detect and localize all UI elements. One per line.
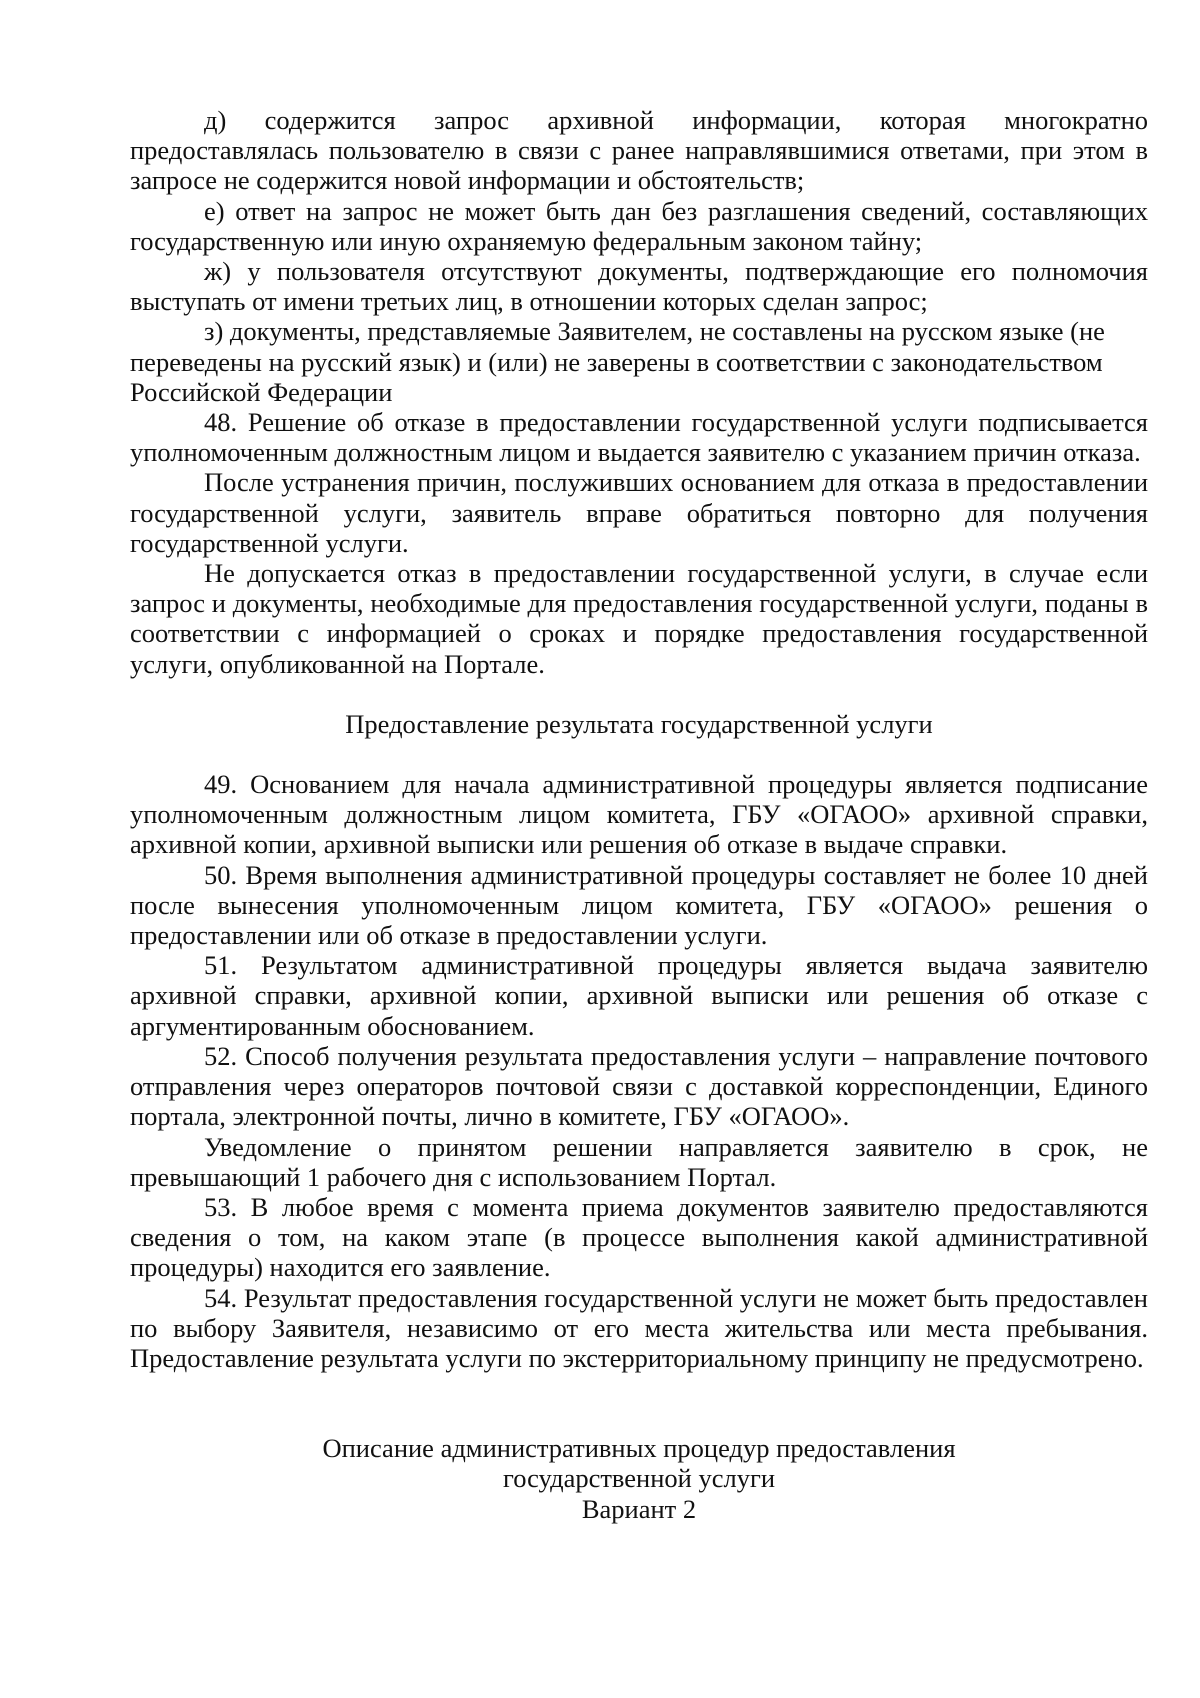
section-heading: Предоставление результата государственной услуги — [345, 708, 933, 739]
closing-heading-line-3: Вариант 2 — [581, 1493, 697, 1524]
paragraph-50: 50. Время выполнения административной процедуры составляет не более 10 дней после вынесения уполномоченным лицом комитета, ГБУ «ОГАОО» решения о предоставлении или об отказе в предоставлении услуги. — [130, 859, 1148, 951]
paragraph-54: 54. Результат предоставления государственной услуги не может быть предоставлен по выбору Заявителя, независимо от его места жительства или места пребывания. Предоставление результата услуги по экстерриториальному принципу не предусмотрено. — [130, 1282, 1148, 1373]
paragraph-53: 53. В любое время с момента приема документов заявителю предоставляются сведения о том, на каком этапе (в процессе выполнения какой административной процедуры) находится его заявление. — [130, 1191, 1148, 1283]
paragraph-49: 49. Основанием для начала административной процедуры является подписание уполномоченным должностным лицом комитета, ГБУ «ОГАОО» архивной справки, архивной копии, архивной выписки или решения об отказе в выдаче справки. — [130, 769, 1148, 860]
paragraph-51: 51. Результатом административной процедуры является выдача заявителю архивной справки, архивной копии, архивной выписки или решения об отказе с аргументированным обоснованием. — [130, 950, 1148, 1041]
paragraph-not-allowed: Не допускается отказ в предоставлении государственной услуги, в случае если запрос и документы, необходимые для предоставления государственной услуги, поданы в соответствии с информацией о сроках и порядке предоставления государственной услуги, опубликованной на Портале. — [130, 558, 1148, 679]
paragraph-after-removal: После устранения причин, послуживших основанием для отказа в предоставлении государственной услуги, заявитель вправе обратиться повторно для получения государственной услуги. — [130, 467, 1148, 558]
paragraph-zh: ж) у пользователя отсутствуют документы, подтверждающие его полномочия выступать от имени третьих лиц, в отношении которых сделан запрос; — [130, 256, 1148, 317]
closing-heading-line-1: Описание административных процедур предоставления — [322, 1433, 956, 1464]
paragraph-notification: Уведомление о принятом решении направляется заявителю в срок, не превышающий 1 рабочего дня с использованием Портал. — [130, 1131, 1148, 1192]
paragraph-z: з) документы, представляемые Заявителем, не составлены на русском языке (не переведены на русский язык) и (или) не заверены в соответствии с законодательством Российской Федерации — [130, 316, 1105, 407]
paragraph-d: д) содержится запрос архивной информации, которая многократно предоставлялась пользователю в связи с ранее направлявшимися ответами, при этом в запросе не содержится новой информации и обстоятельств; — [130, 105, 1148, 196]
paragraph-52: 52. Способ получения результата предоставления услуги – направление почтового отправления через операторов почтовой связи с доставкой корреспонденции, Единого портала, электронной почты, лично в комитете, ГБУ «ОГАОО». — [130, 1040, 1148, 1132]
closing-heading-line-2: государственной услуги — [502, 1463, 776, 1494]
closing-heading — [130, 1433, 1148, 1524]
paragraph-48: 48. Решение об отказе в предоставлении государственной услуги подписывается уполномоченным должностным лицом и выдается заявителю с указанием причин отказа. — [130, 407, 1148, 468]
paragraph-e: е) ответ на запрос не может быть дан без разглашения сведений, составляющих государственную или иную охраняемую федеральным законом тайну; — [130, 195, 1148, 256]
document-page — [130, 105, 1148, 1524]
